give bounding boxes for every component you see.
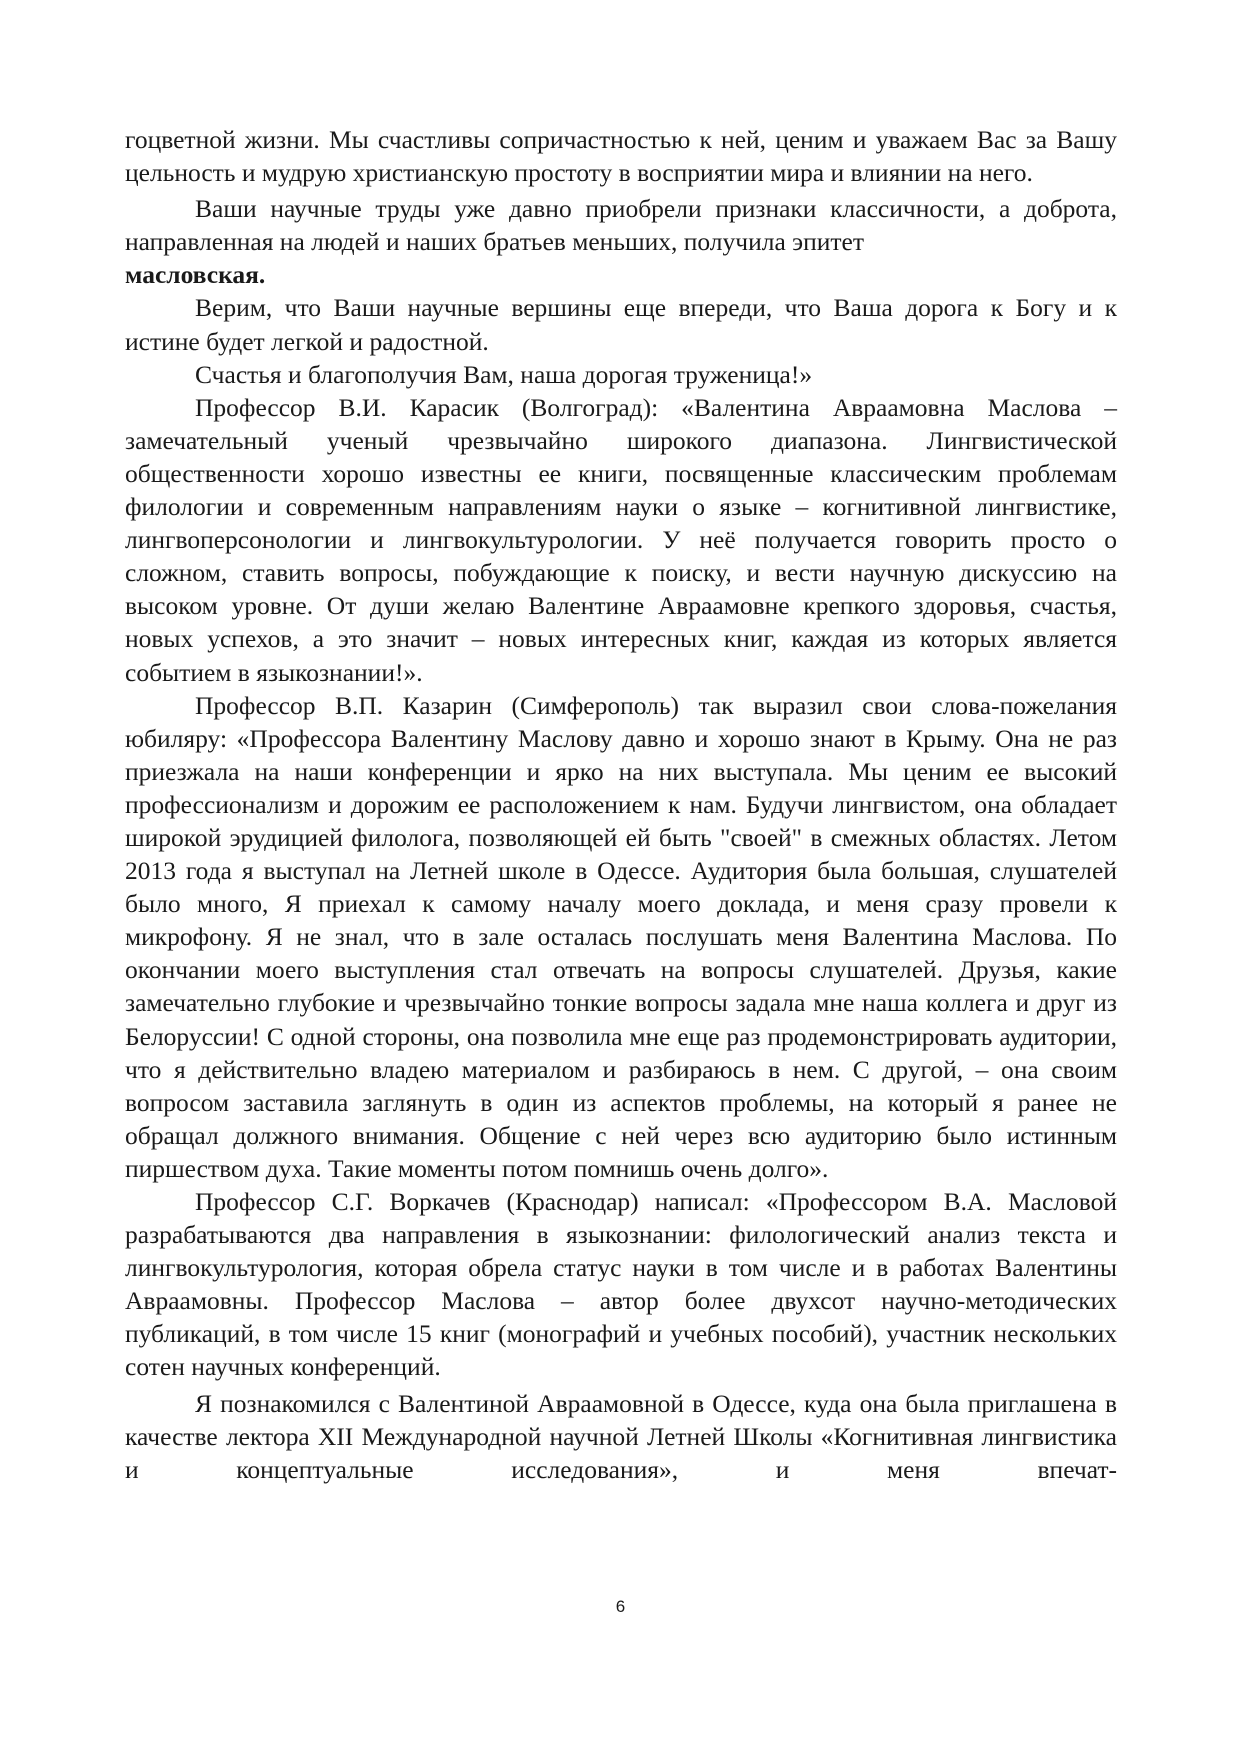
paragraph-odessa: Я познакомился с Валентиной Авраамовной в Одессе, куда она была приглашена в качестве лектора XII Международной научной Летней Школы «Когнитивная лингвистика и концептуальные исследования», и меня впечат- — [125, 1388, 1117, 1484]
page-number: 6 — [615, 1597, 626, 1616]
paragraph-continuation: гоцветной жизни. Мы счастливы сопричастностью к ней, ценим и уважаем Вас за Вашу цельность и мудрую христианскую простоту в восприятии мира и влиянии на него. — [125, 125, 1117, 188]
bold-epithet: масловская. — [125, 260, 266, 290]
paragraph-scholarly-works — [125, 192, 1117, 291]
body-text — [125, 123, 1117, 1486]
paragraph-belief: Верим, что Ваши научные вершины еще впереди, что Ваша дорога к Богу и к истине будет легкой и радостной. — [125, 293, 1117, 356]
paragraph-kazarin: Профессор В.П. Казарин (Симферополь) так выразил свои слова-пожелания юбиляру: «Профессора Валентину Маслову давно и хорошо знают в Крыму. Она не раз приезжала на наши конференции и ярко на них выступала. Мы ценим ее высокий профессионализм и дорожим ее расположением к нам. Будучи лингвистом, она обладает широкой эрудицией филолога, позволяющей ей быть "своей" в смежных областях. Летом 2013 года я выступал на Летней школе в Одессе. Аудитория была большая, слушателей было много, Я приехал к самому началу моего доклада, и меня сразу провели к микрофону. Я не знал, что в зале осталась послушать меня Валентина Маслова. По окончании моего выступления стал отвечать на вопросы слушателей. Друзья, какие замечательно глубокие и чрезвычайно тонкие вопросы задала мне наша коллега и друг из Белоруссии! С одной стороны, она позволила мне еще раз продемонстрировать аудитории, что я действительно владею материалом и разбираюсь в нем. С другой, – она своим вопросом заставила заглянуть в один из аспектов проблемы, на который я ранее не обращал должного внимания. Общение с ней через всю аудиторию было истинным пиршеством духа. Такие моменты потом помнишь очень долго». — [125, 690, 1117, 1183]
paragraph-text: Ваши научные труды уже давно приобрели признаки классичности, а доброта, направленная на людей и наших братьев меньших, получила эпитет — [125, 194, 1117, 257]
paragraph-vorkachev: Профессор С.Г. Воркачев (Краснодар) написал: «Профессором В.А. Масловой разрабатываются два направления в языкознании: филологический анализ текста и лингвокультурология, которая обрела статус науки в том числе и в работах Валентины Авраамовны. Профессор Маслова – автор более двухсот научно-методических публикаций, в том числе 15 книг (монографий и учебных пособий), участник нескольких сотен научных конференций. — [125, 1187, 1117, 1382]
paragraph-wishes: Счастья и благополучия Вам, наша дорогая труженица!» — [195, 359, 813, 389]
paragraph-karasik: Профессор В.И. Карасик (Волгоград): «Валентина Авраамовна Маслова – замечательный ученый чрезвычайно широкого диапазона. Лингвистической общественности хорошо известны ее книги, посвященные классическим проблемам филологии и современным направлениям науки о языке – когнитивной лингвистике, лингвоперсонологии и лингвокультурологии. У неё получается говорить просто о сложном, ставить вопросы, побуждающие к поиску, и вести научную дискуссию на высоком уровне. От души желаю Валентине Авраамовне крепкого здоровья, счастья, новых успехов, а это значит – новых интересных книг, каждая из которых является событием в языкознании!». — [125, 392, 1117, 687]
